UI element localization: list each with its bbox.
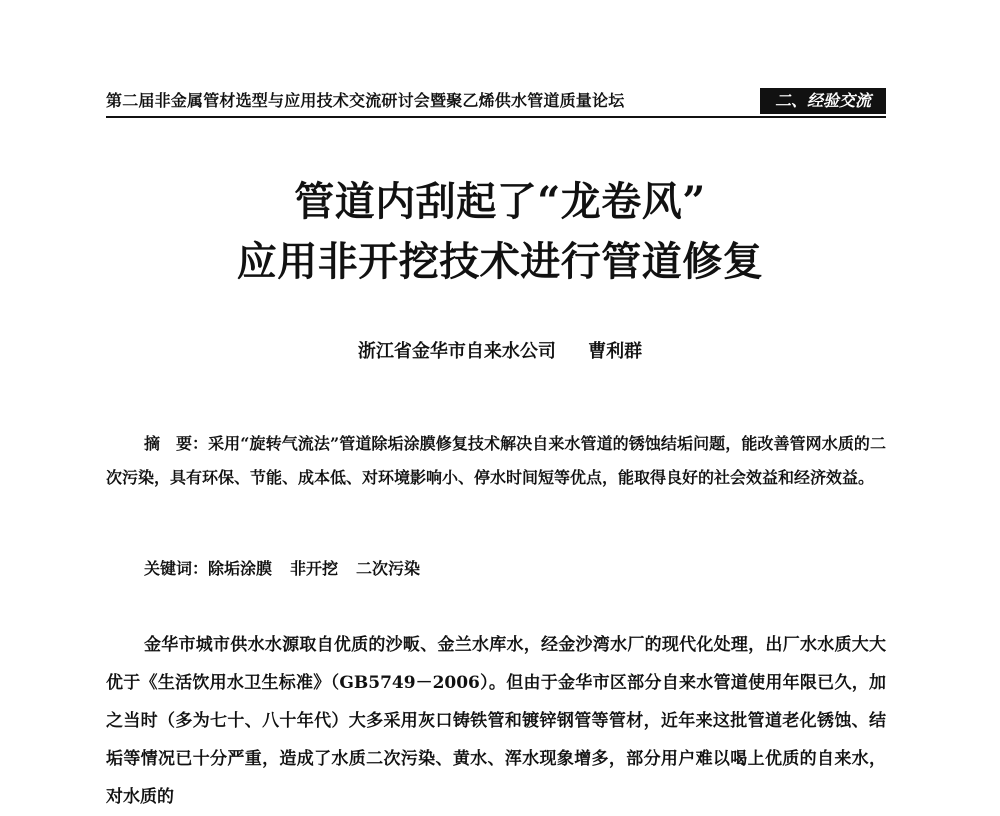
- section-badge: 二、经验交流: [760, 88, 886, 114]
- keywords: [106, 552, 886, 586]
- author-line: [0, 340, 1000, 364]
- affiliation: 浙江省金华市自来水公司: [357, 341, 556, 362]
- conference-title: 第二届非金属管材选型与应用技术交流研讨会暨聚乙烯供水管道质量论坛: [106, 91, 625, 110]
- keyword: 除垢涂膜: [208, 559, 273, 578]
- abstract-text: 采用“旋转气流法”管道除垢涂膜修复技术解决自来水管道的锈蚀结垢问题，能改善管网水质的二次污染，具有环保、节能、成本低、对环境影响小、停水时间短等优点，能取得良好的社会效益和经济效益。: [106, 434, 886, 487]
- article-title-line-2: 应用非开挖技术进行管道修复: [236, 238, 764, 285]
- keywords-label: 关键词：: [144, 559, 209, 578]
- running-header: [106, 88, 886, 118]
- abstract: [106, 427, 886, 495]
- article-title-line-1: 管道内刮起了“龙卷风”: [294, 178, 706, 225]
- abstract-label: 摘 要：: [144, 434, 209, 453]
- keyword: 二次污染: [356, 559, 421, 578]
- author-name: 曹利群: [588, 341, 643, 362]
- body-paragraph: 金华市城市供水水源取自优质的沙畈、金兰水库水，经金沙湾水厂的现代化处理，出厂水水质大大优于《生活饮用水卫生标准》（GB5749－2006）。但由于金华市区部分自来水管道使用年限已久，加之当时（多为七十、八十年代）大多采用灰口铸铁管和镀锌钢管等管材，近年来这批管道老化锈蚀、结垢等情况已十分严重，造成了水质二次污染、黄水、浑水现象增多，部分用户难以喝上优质的自来水，对水质的: [106, 635, 886, 807]
- keyword: 非开挖: [290, 559, 339, 578]
